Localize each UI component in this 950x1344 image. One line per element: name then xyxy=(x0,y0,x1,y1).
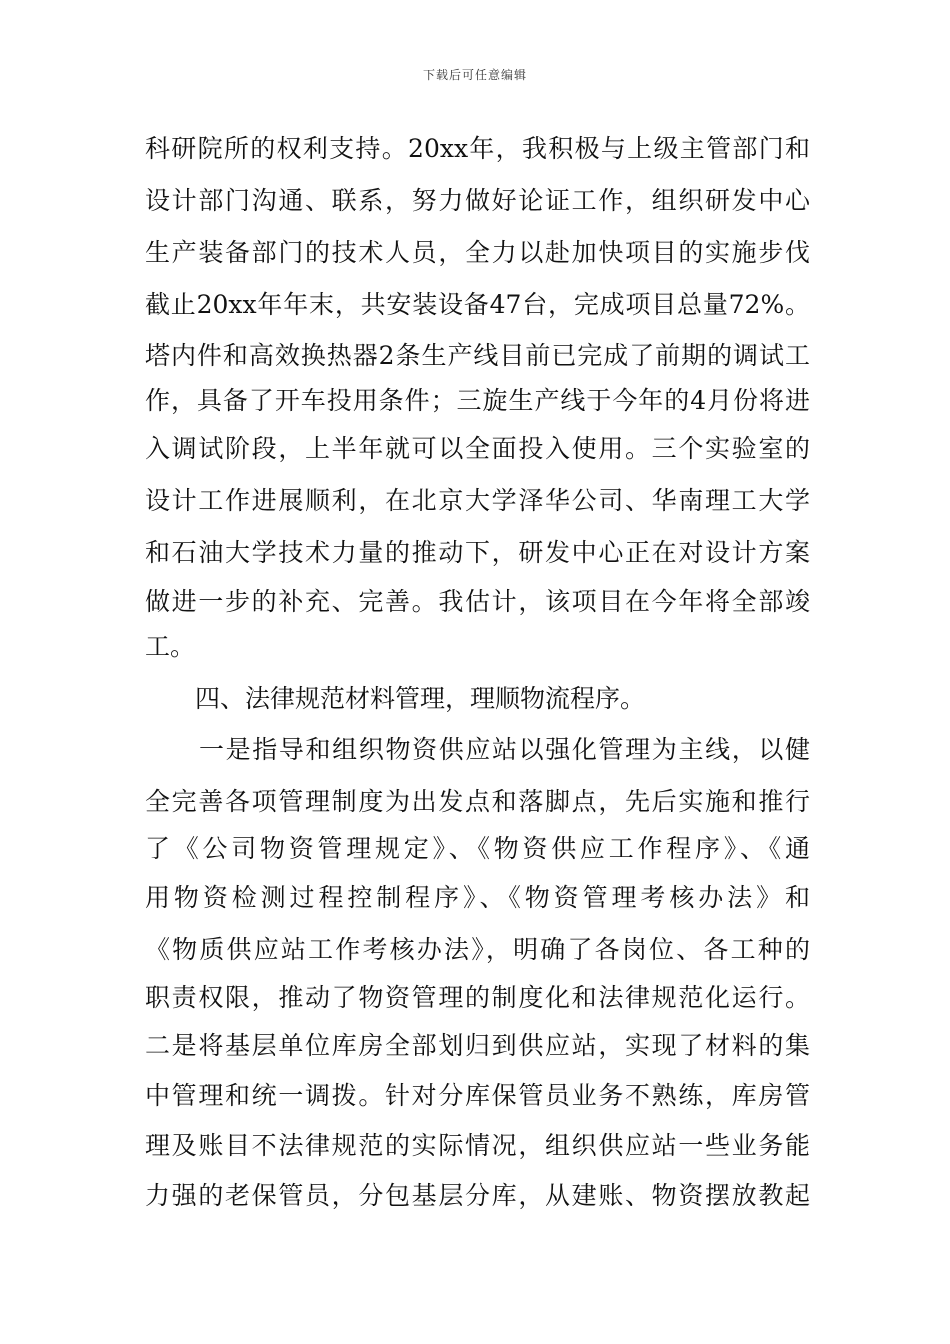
text-line: 工。 xyxy=(145,632,196,661)
text-line: 二是将基层单位库房全部划归到供应站，实现了材料的集 xyxy=(145,1031,810,1060)
text-line: 科研院所的权利支持。20xx年，我积极与上级主管部门和 xyxy=(145,134,810,163)
text-line: 理及账目不法律规范的实际情况，组织供应站一些业务能 xyxy=(145,1131,810,1160)
text-line: 截止20xx年年末，共安装设备47台，完成项目总量72%。 xyxy=(145,290,810,319)
text-line: 《物质供应站工作考核办法》，明确了各岗位、各工种的 xyxy=(145,935,810,964)
text-line: 职责权限，推动了物资管理的制度化和法律规范化运行。 xyxy=(145,983,810,1012)
text-line: 用物资检测过程控制程序》、《物资管理考核办法》和 xyxy=(145,883,810,912)
page-header: 下载后可任意编辑 xyxy=(422,68,527,82)
text-line: 力强的老保管员，分包基层分库，从建账、物资摆放教起 xyxy=(145,1181,810,1210)
text-line: 设计工作进展顺利，在北京大学泽华公司、华南理工大学 xyxy=(145,486,810,515)
text-line: 作，具备了开车投用条件；三旋生产线于今年的4月份将进 xyxy=(145,386,810,415)
text-line: 塔内件和高效换热器2条生产线目前已完成了前期的调试工 xyxy=(145,341,810,370)
text-line: 和石油大学技术力量的推动下，研发中心正在对设计方案 xyxy=(145,538,810,567)
text-line: 一是指导和组织物资供应站以强化管理为主线，以健 xyxy=(199,735,810,764)
text-line: 了《公司物资管理规定》、《物资供应工作程序》、《通 xyxy=(145,834,810,863)
section-heading: 四、法律规范材料管理，理顺物流程序。 xyxy=(195,684,646,713)
text-line: 做进一步的补充、完善。我估计，该项目在今年将全部竣 xyxy=(145,587,810,616)
text-line: 中管理和统一调拨。针对分库保管员业务不熟练，库房管 xyxy=(145,1081,810,1110)
text-line: 设计部门沟通、联系，努力做好论证工作，组织研发中心 xyxy=(145,186,810,215)
text-line: 全完善各项管理制度为出发点和落脚点，先后实施和推行 xyxy=(145,787,810,816)
text-line: 生产装备部门的技术人员，全力以赴加快项目的实施步伐 xyxy=(145,238,810,267)
text-line: 入调试阶段，上半年就可以全面投入使用。三个实验室的 xyxy=(145,434,810,463)
